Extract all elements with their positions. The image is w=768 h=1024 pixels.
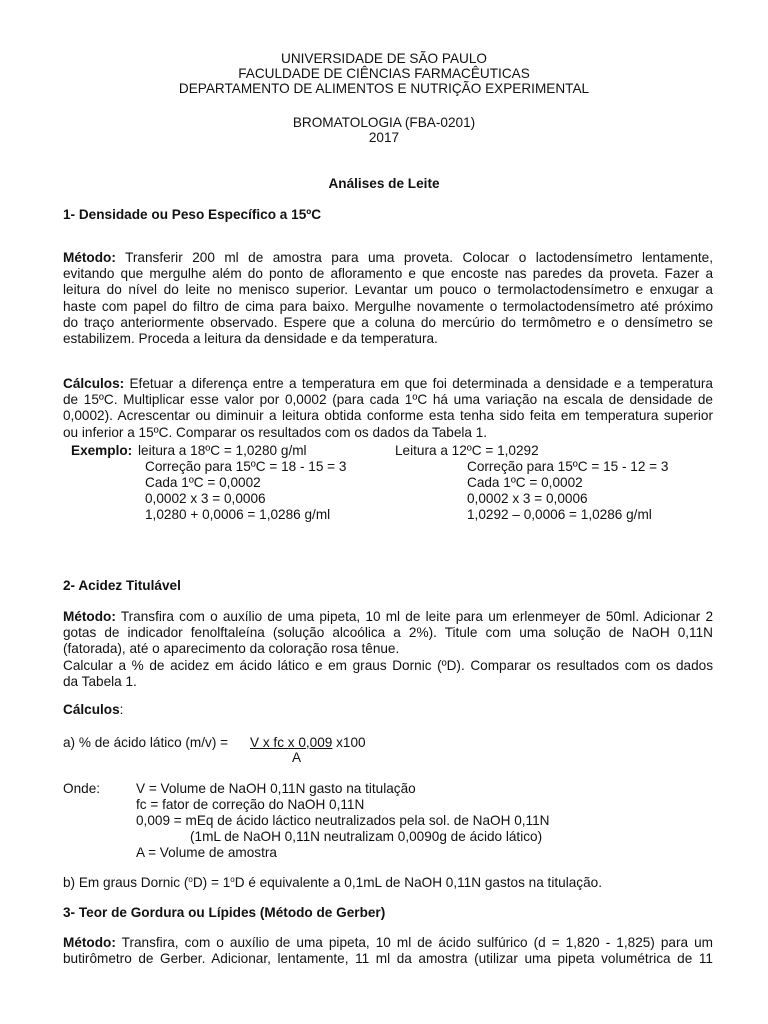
method-line: Calcular a % de acidez em ácido lático e em graus Dornic (ºD). Comparar os resultados com os dados bbox=[63, 657, 713, 673]
method-line: Método: Transferir 200 ml de amostra para uma proveta. Colocar o lactodensímetro lentamente, bbox=[63, 250, 713, 265]
example-right-line: Cada 1ºC = 0,0002 bbox=[467, 475, 583, 490]
calc-line: Cálculos: Efetuar a diferença entre a temperatura em que foi determinada a densidade e a temperatura bbox=[63, 376, 713, 391]
calc-line: de 15ºC. Multiplicar esse valor por 0,0002 (para cada 1ºC há uma variação na escala de densidade de bbox=[63, 392, 713, 408]
section-3-heading: 3- Teor de Gordura ou Lípides (Método de Gerber) bbox=[63, 905, 386, 920]
department-name: DEPARTAMENTO DE ALIMENTOS E NUTRIÇÃO EXPERIMENTAL bbox=[178, 81, 590, 96]
formula-multiplier: x100 bbox=[332, 735, 366, 750]
where-line: (1mL de NaOH 0,11N neutralizam 0,0090g de ácido lático) bbox=[190, 829, 543, 844]
method-line: Método: Transfira, com o auxílio de uma pipeta, 10 ml de ácido sulfúrico (d = 1,820 - 1,825) para um bbox=[63, 935, 713, 950]
example-right-line: 1,0292 – 0,0006 = 1,0286 g/ml bbox=[467, 507, 652, 522]
example-label: Exemplo: bbox=[71, 443, 133, 458]
formula bbox=[250, 735, 366, 751]
method-line: da Tabela 1. bbox=[63, 673, 137, 689]
method-line: evitando que mergulhe além do ponto de afloramento e que encoste nas paredes da proveta. Fazer a bbox=[63, 266, 713, 282]
formula-label: a) % de ácido lático (m/v) = bbox=[63, 735, 229, 750]
section-2-heading: 2- Acidez Titulável bbox=[63, 578, 181, 593]
example-left-line: 0,0002 x 3 = 0,0006 bbox=[145, 491, 266, 506]
example-right-line: Correção para 15ºC = 15 - 12 = 3 bbox=[467, 459, 669, 474]
faculty-name: FACULDADE DE CIÊNCIAS FARMACÊUTICAS bbox=[238, 66, 530, 81]
method-line: leitura do nível do leite no menisco superior. Levantar um pouco o termolactodensímetro e enxugar a bbox=[63, 282, 713, 298]
method-line: butirômetro de Gerber. Adicionar, lentamente, 11 ml da amostra (utilizar uma pipeta volumétrica de 11 bbox=[63, 951, 713, 967]
method-line: do traço anteriormente observado. Espere que a coluna do mercúrio do termômetro e o densímetro se bbox=[63, 314, 713, 330]
year: 2017 bbox=[368, 130, 400, 145]
course-name: BROMATOLOGIA (FBA-0201) bbox=[292, 115, 476, 130]
section-3-method bbox=[63, 935, 713, 967]
method-line: (fatorada), até o aparecimento da coloração rosa tênue. bbox=[63, 641, 400, 657]
where-line: 0,009 = mEq de ácido láctico neutralizados pela sol. de NaOH 0,11N bbox=[136, 813, 550, 828]
section-1-heading: 1- Densidade ou Peso Específico a 15ºC bbox=[63, 207, 322, 222]
section-1-method bbox=[63, 250, 713, 347]
example-left-line: 1,0280 + 0,0006 = 1,0286 g/ml bbox=[145, 507, 331, 522]
section-2-method bbox=[63, 609, 713, 690]
method-label: Método: bbox=[63, 250, 116, 265]
method-line: Método: Transfira com o auxílio de uma pipeta, 10 ml de leite para um erlenmeyer de 50ml. Adicionar 2 bbox=[63, 609, 714, 624]
example-right-line: Leitura a 12ºC = 1,0292 bbox=[395, 443, 539, 458]
example-left-line: Correção para 15ºC = 18 - 15 = 3 bbox=[145, 459, 347, 474]
where-line: A = Volume de amostra bbox=[136, 845, 277, 860]
method-line: estabilizem. Proceda a leitura da densidade e da temperatura. bbox=[63, 331, 438, 347]
section-2-calculations-label: Cálculos: bbox=[63, 702, 124, 717]
method-line: gotas de indicador fenolftaleína (solução alcoólica a 2%). Titule com uma solução de NaOH 0,11N bbox=[63, 625, 713, 641]
method-line: haste com papel do filtro de cima para baixo. Mergulhe novamente o termolactodensímetro até próximo bbox=[63, 298, 713, 314]
university-name: UNIVERSIDADE DE SÃO PAULO bbox=[281, 51, 487, 66]
example-right-line: 0,0002 x 3 = 0,0006 bbox=[467, 491, 588, 506]
where-label: Onde: bbox=[63, 781, 101, 796]
formula-numerator: V x fc x 0,009 bbox=[250, 735, 333, 750]
calc-line: 0,0002). Acrescentar ou diminuir a leitura obtida conforme esta tenha sido feita em temperatura superior bbox=[63, 408, 713, 424]
section-1-calculations bbox=[63, 376, 713, 441]
example-left-line: Cada 1ºC = 0,0002 bbox=[145, 475, 261, 490]
dornic-line: b) Em graus Dornic $(^oD) = 1^oD$ é equivalente a 0,1mL de NaOH 0,11N gastos na titulação. bbox=[63, 875, 602, 890]
method-label: Método: bbox=[63, 935, 116, 950]
calculations-label: Cálculos: bbox=[63, 376, 125, 391]
where-line: V = Volume de NaOH 0,11N gasto na titulação bbox=[136, 781, 416, 796]
where-line: fc = fator de correção do NaOH 0,11N bbox=[136, 797, 365, 812]
calc-line: ou inferior a 15ºC. Comparar os resultados com os dados da Tabela 1. bbox=[63, 424, 488, 440]
document-title: Análises de Leite bbox=[328, 176, 440, 191]
formula-denominator: A bbox=[292, 750, 302, 765]
example-left-line: leitura a 18ºC = 1,0280 g/ml bbox=[138, 443, 307, 458]
method-label: Método: bbox=[63, 609, 116, 624]
